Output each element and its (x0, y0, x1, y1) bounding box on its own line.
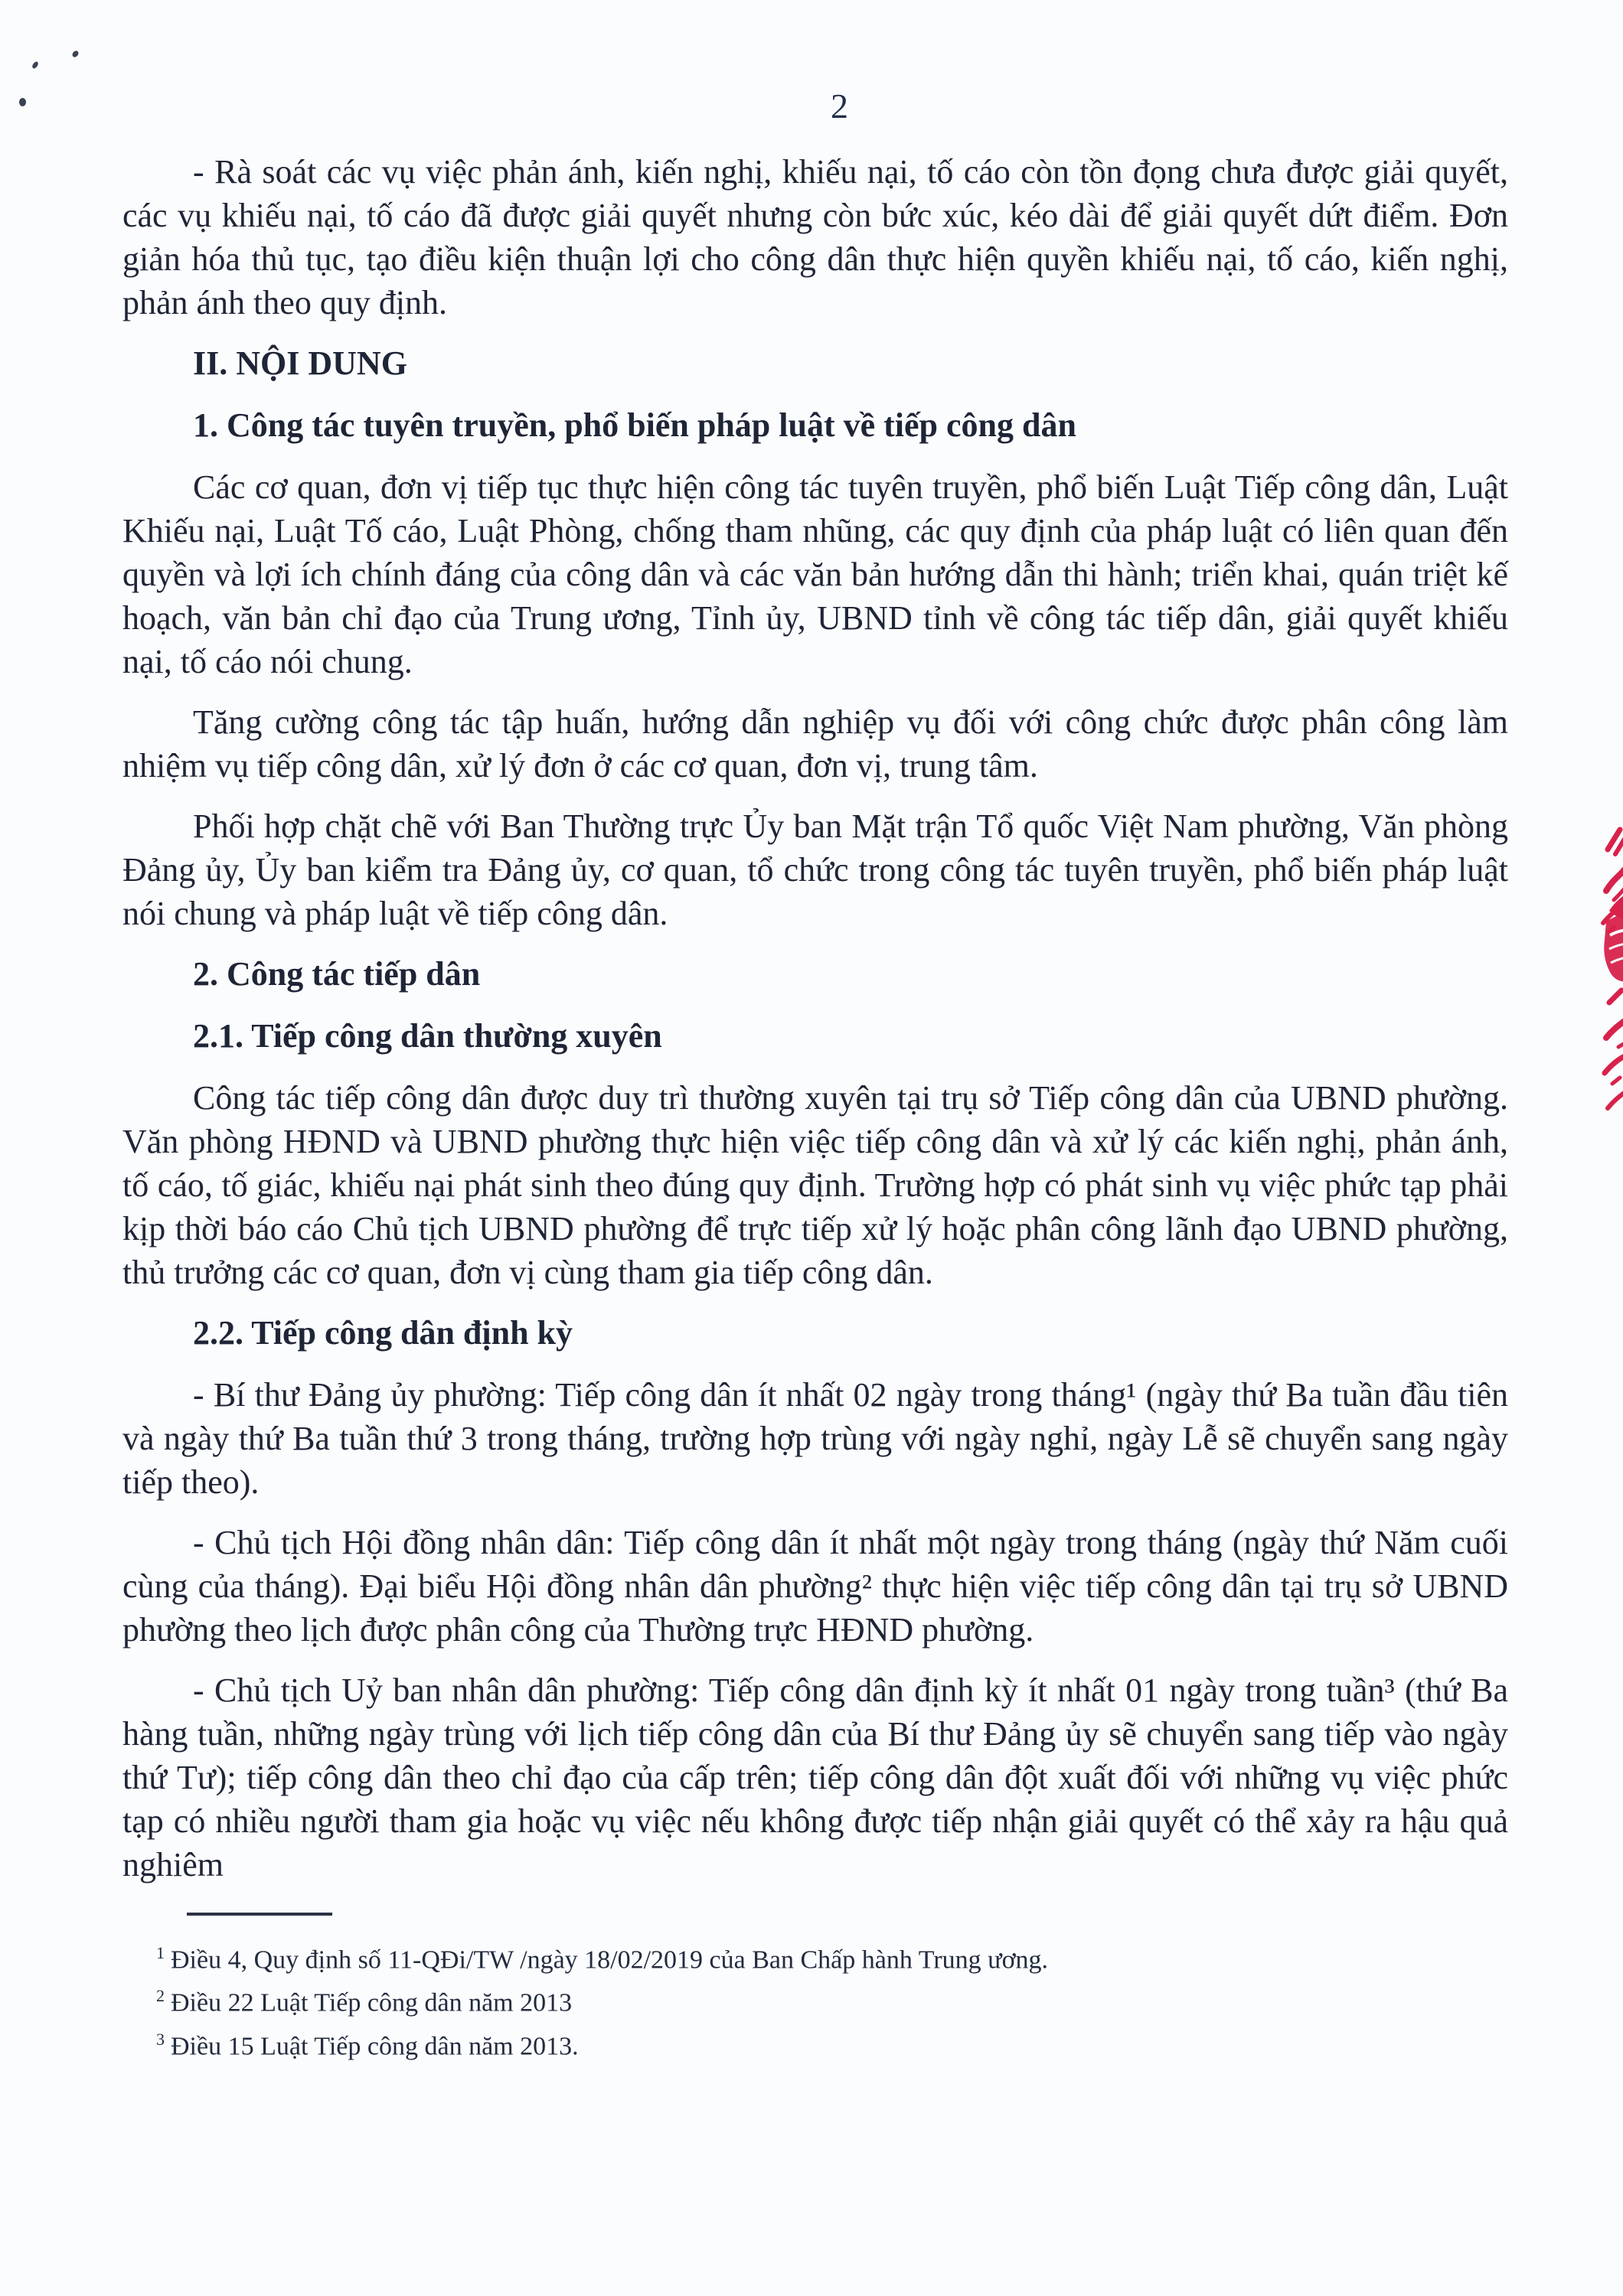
footnote-text: Điều 4, Quy định số 11-QĐi/TW /ngày 18/02/2019 của Ban Chấp hành Trung ương. (171, 1945, 1049, 1975)
footnote-marker: 3 (156, 2029, 165, 2049)
heading-section-2: 2. Công tác tiếp dân (193, 955, 481, 993)
page-number: 2 (831, 86, 848, 126)
document-body (122, 150, 1508, 2065)
footnotes-section (122, 1913, 1508, 2063)
paragraph: Công tác tiếp công dân được duy trì thường xuyên tại trụ sở Tiếp công dân của UBND phường. Văn phòng HĐND và UBND phường thực hiện việc tiếp công dân và xử lý các kiến nghị, phản ánh, tố cáo, tố giác, khiếu nại phát sinh theo đúng quy định. Trường hợp có phát sinh vụ việc phức tạp phải kịp thời báo cáo Chủ tịch UBND phường để trực tiếp xử lý hoặc phân công lãnh đạo UBND phường, thủ trưởng các cơ quan, đơn vị cùng tham gia tiếp công dân. (122, 1079, 1508, 1291)
paragraph: Các cơ quan, đơn vị tiếp tục thực hiện công tác tuyên truyền, phổ biến Luật Tiếp công dân, Luật Khiếu nại, Luật Tố cáo, Luật Phòng, chống tham nhũng, các quy định của pháp luật có liên quan đến quyền và lợi ích chính đáng của công dân và các văn bản hướng dẫn thi hành; triển khai, quán triệt kế hoạch, văn bản chỉ đạo của Trung ương, Tỉnh ủy, UBND tỉnh về công tác tiếp dân, giải quyết khiếu nại, tố cáo nói chung. (122, 468, 1508, 680)
footnote-text: Điều 15 Luật Tiếp công dân năm 2013. (171, 2031, 579, 2060)
heading-section-2-1: 2.1. Tiếp công dân thường xuyên (193, 1017, 662, 1055)
scan-speck (31, 60, 40, 70)
heading-noi-dung: II. NỘI DUNG (193, 344, 407, 382)
footnote-marker: 1 (156, 1943, 165, 1962)
scan-speck (71, 50, 80, 58)
paragraph: - Rà soát các vụ việc phản ánh, kiến nghị, khiếu nại, tố cáo còn tồn đọng chưa được giải quyết, các vụ khiếu nại, tố cáo đã được giải quyết nhưng còn bức xúc, kéo dài để giải quyết dứt điểm. Đơn giản hóa thủ tục, tạo điều kiện thuận lợi cho công dân thực hiện quyền khiếu nại, tố cáo, kiến nghị, phản ánh theo quy định. (122, 153, 1508, 321)
paragraph: - Bí thư Đảng ủy phường: Tiếp công dân ít nhất 02 ngày trong tháng¹ (ngày thứ Ba tuần đầu tiên và ngày thứ Ba tuần thứ 3 trong tháng, trường hợp trùng với ngày nghỉ, ngày Lễ sẽ chuyển sang ngày tiếp theo). (122, 1376, 1508, 1501)
heading-section-1: 1. Công tác tuyên truyền, phổ biến pháp luật về tiếp công dân (193, 406, 1076, 444)
footnote-item (156, 1936, 1508, 1977)
paragraph: Phối hợp chặt chẽ với Ban Thường trực Ủy ban Mặt trận Tổ quốc Việt Nam phường, Văn phòng Đảng ủy, Ủy ban kiểm tra Đảng ủy, cơ quan, tổ chức trong công tác tuyên truyền, phổ biến pháp luật nói chung và pháp luật về tiếp công dân. (122, 807, 1508, 932)
footnote-text: Điều 22 Luật Tiếp công dân năm 2013 (171, 1988, 573, 2017)
heading-section-2-2: 2.2. Tiếp công dân định kỳ (193, 1314, 573, 1352)
scan-speck (19, 98, 26, 106)
footnote-separator (187, 1913, 332, 1916)
paragraph: - Chủ tịch Hội đồng nhân dân: Tiếp công dân ít nhất một ngày trong tháng (ngày thứ Năm cuối cùng của tháng). Đại biểu Hội đồng nhân dân phường² thực hiện việc tiếp công dân tại trụ sở UBND phường theo lịch được phân công của Thường trực HĐND phường. (122, 1524, 1508, 1649)
paragraph: Tăng cường công tác tập huấn, hướng dẫn nghiệp vụ đối với công chức được phân công làm nhiệm vụ tiếp công dân, xử lý đơn ở các cơ quan, đơn vị, trung tâm. (122, 703, 1508, 784)
red-stamp-icon (1586, 820, 1623, 1120)
paragraph: - Chủ tịch Uỷ ban nhân dân phường: Tiếp công dân định kỳ ít nhất 01 ngày trong tuần³ (thứ Ba hàng tuần, những ngày trùng với lịch tiếp công dân của Bí thư Đảng ủy sẽ chuyển sang tiếp vào ngày thứ Tư); tiếp công dân theo chỉ đạo của cấp trên; tiếp công dân đột xuất đối với những vụ việc phức tạp có nhiều người tham gia hoặc vụ việc nếu không được tiếp nhận giải quyết có thể xảy ra hậu quả nghiêm (122, 1671, 1508, 1883)
footnote-marker: 2 (156, 1986, 165, 2006)
footnote-item (156, 2022, 1508, 2063)
footnote-item (156, 1978, 1508, 2020)
